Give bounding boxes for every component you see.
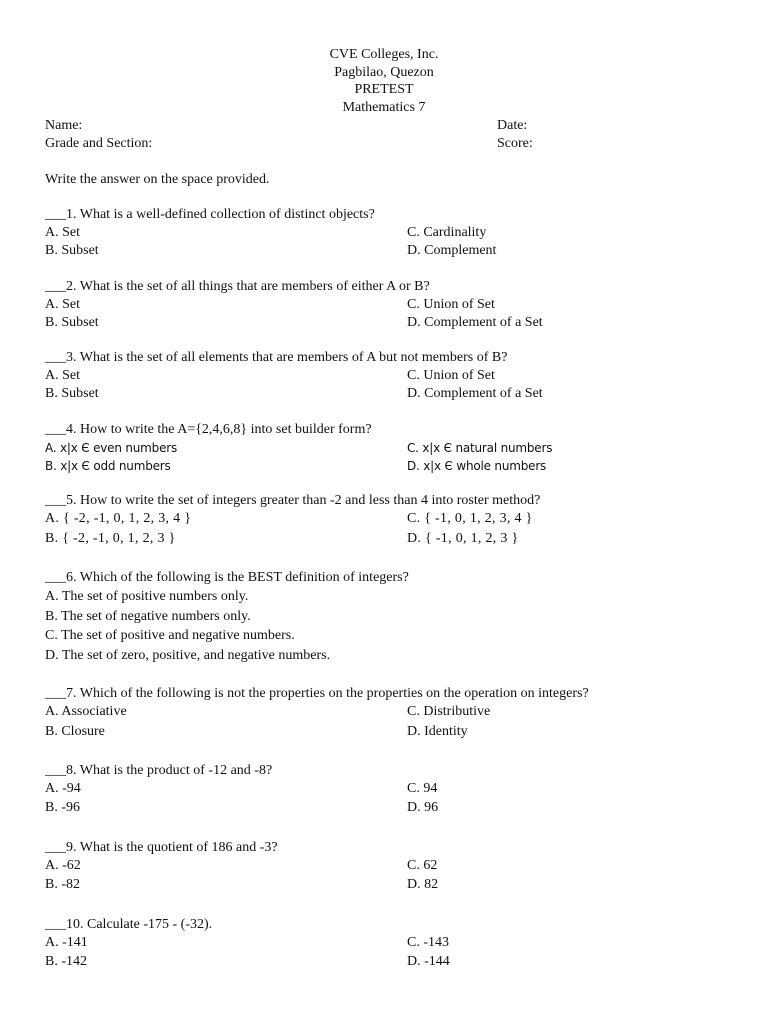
question-text: ___1. What is a well-defined collection of distinct objects? (45, 207, 375, 222)
option-d: D. The set of zero, positive, and negative numbers. (45, 647, 331, 663)
question-10 (45, 916, 745, 972)
option-a: A. { -2, -1, 0, 1, 2, 3, 4 } (45, 511, 192, 526)
info-row-name-date (45, 117, 735, 135)
option-a: A. x|x Є even numbers (45, 441, 178, 455)
question-3 (45, 349, 745, 403)
option-d: D. 82 (407, 877, 439, 892)
question-text: ___10. Calculate -175 - (-32). (45, 917, 213, 932)
question-text: ___9. What is the quotient of 186 and -3? (45, 840, 278, 855)
option-b: B. x|x Є odd numbers (45, 459, 171, 473)
option-b: B. -96 (45, 800, 80, 815)
option-a: A. Set (45, 368, 80, 383)
question-4 (45, 421, 745, 475)
question-8 (45, 762, 745, 818)
option-d: D. Complement of a Set (407, 315, 543, 330)
option-d: D. x|x Є whole numbers (407, 459, 547, 473)
option-b: B. The set of negative numbers only. (45, 608, 251, 624)
question-text: ___8. What is the product of -12 and -8? (45, 763, 273, 778)
score-label: Score: (497, 136, 533, 151)
option-b: B. -142 (45, 954, 87, 969)
question-5 (45, 492, 745, 550)
option-b: B. Closure (45, 723, 105, 739)
option-c: C. Union of Set (407, 368, 495, 383)
option-d: D. -144 (407, 954, 450, 969)
option-d: D. Complement (407, 243, 497, 258)
question-text: ___7. Which of the following is not the properties on the properties on the operation on integers? (45, 686, 589, 701)
test-title: PRETEST (354, 82, 414, 97)
question-text: ___3. What is the set of all elements that are members of A but not members of B? (45, 350, 508, 365)
school-location: Pagbilao, Quezon (334, 64, 434, 80)
option-a: A. Set (45, 297, 80, 312)
option-c: C. { -1, 0, 1, 2, 3, 4 } (407, 511, 533, 526)
option-d: D. Complement of a Set (407, 386, 543, 401)
option-b: B. -82 (45, 877, 80, 892)
option-a: A. Set (45, 225, 80, 240)
option-c: C. 94 (407, 781, 438, 796)
option-d: D. 96 (407, 800, 439, 815)
question-1 (45, 206, 745, 260)
info-row-grade-score (45, 135, 735, 153)
instructions: Write the answer on the space provided. (45, 172, 270, 187)
option-c: C. The set of positive and negative numbers. (45, 628, 295, 643)
question-text: ___5. How to write the set of integers greater than -2 and less than 4 into roster method? (45, 493, 541, 508)
option-c: C. Distributive (407, 704, 491, 719)
option-c: C. 62 (407, 858, 438, 873)
option-c: C. x|x Є natural numbers (407, 441, 553, 455)
option-c: C. Union of Set (407, 297, 495, 312)
option-b: B. Subset (45, 386, 99, 401)
option-a: A. The set of positive numbers only. (45, 589, 249, 604)
name-label: Name: (45, 118, 83, 133)
option-b: B. Subset (45, 315, 99, 330)
option-a: A. -62 (45, 858, 81, 873)
question-9 (45, 839, 745, 895)
option-d: D. Identity (407, 723, 468, 739)
option-a: A. -141 (45, 935, 88, 950)
option-d: D. { -1, 0, 1, 2, 3 } (407, 531, 519, 546)
question-text: ___6. Which of the following is the BEST definition of integers? (45, 570, 409, 585)
date-label: Date: (497, 118, 528, 133)
grade-section-label: Grade and Section: (45, 136, 153, 151)
option-c: C. Cardinality (407, 225, 487, 240)
question-2 (45, 278, 745, 332)
question-7 (45, 685, 745, 742)
option-c: C. -143 (407, 935, 449, 950)
question-text: ___4. How to write the A={2,4,6,8} into set builder form? (45, 422, 372, 437)
document-header (0, 46, 768, 116)
option-b: B. Subset (45, 243, 99, 258)
question-text: ___2. What is the set of all things that are members of either A or B? (45, 279, 430, 294)
subject-title: Mathematics 7 (342, 99, 426, 115)
question-6 (45, 569, 745, 665)
option-a: A. Associative (45, 704, 127, 719)
option-a: A. -94 (45, 781, 81, 796)
option-b: B. { -2, -1, 0, 1, 2, 3 } (45, 531, 176, 546)
school-name: CVE Colleges, Inc. (329, 47, 439, 62)
